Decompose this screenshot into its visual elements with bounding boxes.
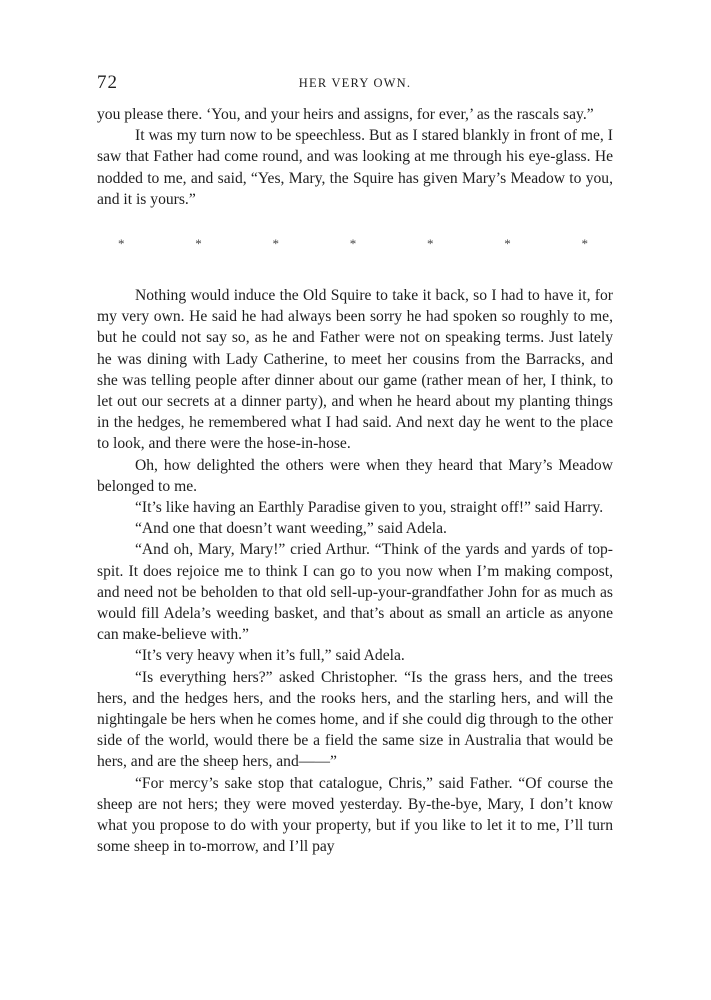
running-title: HER VERY OWN. xyxy=(298,76,412,90)
text-block-main xyxy=(97,285,613,857)
paragraph: “And one that doesn’t want weeding,” said Adela. xyxy=(135,520,447,538)
paragraph: you please there. ‘You, and your heirs and assigns, for ever,’ as the rascals say.” xyxy=(97,106,594,123)
paragraph: “Is everything hers?” asked Christopher. “Is the grass hers, and the trees hers, and the hedges hers, and the rooks hers, and the starling hers, and will the nightingale be hers when he comes home, and if she could dig through to the other side of the world, would there be a field the same size in Australia that would be hers, and are the sheep hers, and——” xyxy=(97,668,613,771)
asterisk: * xyxy=(118,236,125,251)
paragraph: “It’s like having an Earthly Paradise given to you, straight off!” said Harry. xyxy=(135,499,604,517)
page-number: 72 xyxy=(97,72,118,93)
text-block-top xyxy=(97,104,613,210)
running-head xyxy=(97,72,613,96)
paragraph: It was my turn now to be speechless. But as I stared blankly in front of me, I saw that Father had come round, and was looking at me through his eye-glass. He nodded to me, and said, “Yes, Mary, the Squire has given Mary’s Meadow to you, and it is yours.” xyxy=(97,127,613,208)
paragraph: “It’s very heavy when it’s full,” said Adela. xyxy=(135,647,405,665)
paragraph: “And oh, Mary, Mary!” cried Arthur. “Think of the yards and yards of top-spit. It does rejoice me to think I can go to you now when I’m making compost, and need not be beholden to that old sell-up-your-grandfather John for as much as would fill Adela’s weeding basket, and that’s about as small an article as anyone can make-believe with.” xyxy=(97,541,613,644)
asterisk: * xyxy=(272,236,279,251)
asterisk: * xyxy=(504,236,511,251)
paragraph: Oh, how delighted the others were when they heard that Mary’s Meadow belonged to me. xyxy=(97,456,613,495)
asterisk: * xyxy=(581,236,588,251)
asterisk: * xyxy=(195,236,202,251)
paragraph: Nothing would induce the Old Squire to take it back, so I had to have it, for my very own. He said he had always been sorry he had spoken so roughly to me, but he could not say so, as he and Father were not on speaking terms. Just lately he was dining with Lady Catherine, to meet her cousins from the Barracks, and she was telling people after dinner about our game (rather mean of her, I think, to let out our secrets at a dinner party), and when he heard about my planting things in the hedges, he remembered what I had said. And next day he went to the place to look, and there were the hose-in-hose. xyxy=(97,287,613,453)
asterisk: * xyxy=(427,236,434,251)
paragraph: “For mercy’s sake stop that catalogue, Chris,” said Father. “Of course the sheep are not hers; they were moved yesterday. By-the-bye, Mary, I don’t know what you propose to do with your property, but if you like to let it to me, I’ll turn some sheep in to-morrow, and I’ll pay xyxy=(97,774,613,856)
section-break-asterisks xyxy=(118,236,588,252)
asterisk: * xyxy=(349,236,357,251)
